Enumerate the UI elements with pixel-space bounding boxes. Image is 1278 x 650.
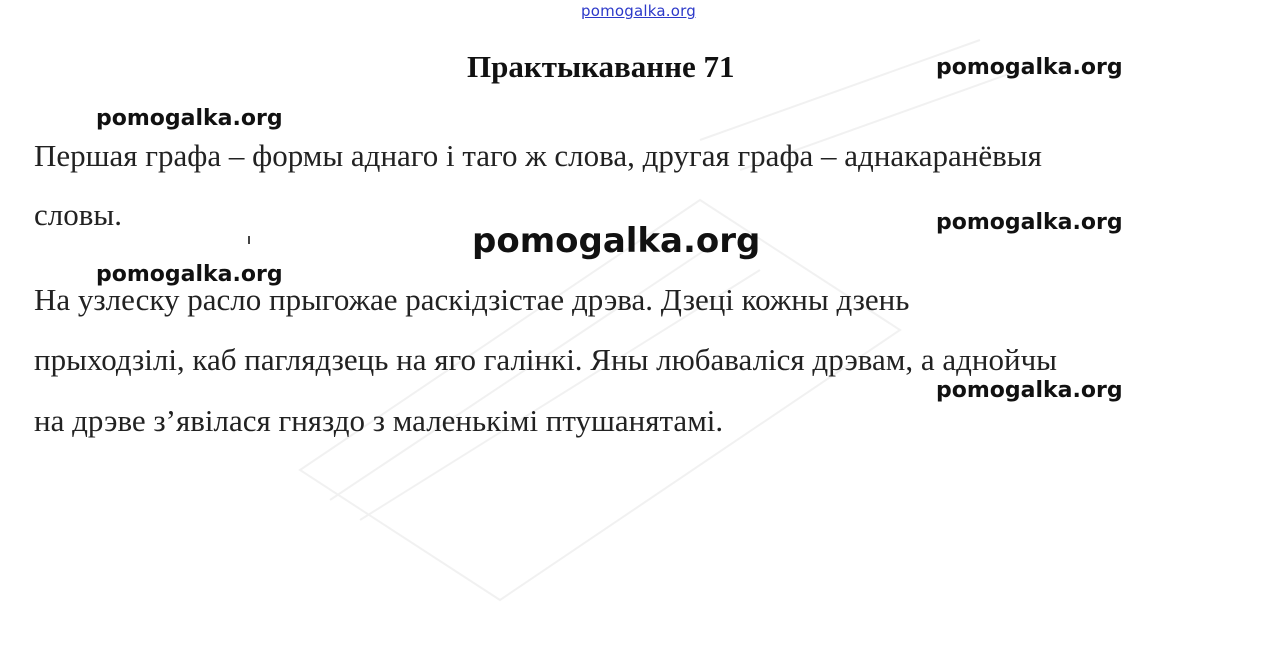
page-title: Практыкаванне 71	[467, 49, 735, 84]
watermark-text: pomogalka.org	[936, 55, 1123, 80]
watermark-text: pomogalka.org	[96, 262, 283, 287]
paragraph2-line3: на дрэве з’явілася гняздо з маленькімі птушанятамі.	[34, 403, 724, 438]
paragraph2-line2: прыходзілі, каб паглядзець на яго галінкі. Яны любаваліся дрэвам, а аднойчы	[34, 342, 1058, 377]
watermark-text: pomogalka.org	[936, 378, 1123, 403]
watermark-text: pomogalka.org	[96, 106, 283, 131]
watermark-text-center: pomogalka.org	[472, 221, 761, 261]
stray-mark	[248, 236, 250, 244]
site-link-top[interactable]: pomogalka.org	[581, 2, 696, 20]
watermark-text: pomogalka.org	[936, 210, 1123, 235]
paragraph1-line1: Першая графа – формы аднаго і таго ж слова, другая графа – аднакаранёвыя	[34, 138, 1042, 173]
paragraph2-line1: На узлеску расло прыгожае раскідзістае дрэва. Дзеці кожны дзень	[34, 282, 910, 317]
paragraph1-line2: словы.	[34, 197, 122, 232]
